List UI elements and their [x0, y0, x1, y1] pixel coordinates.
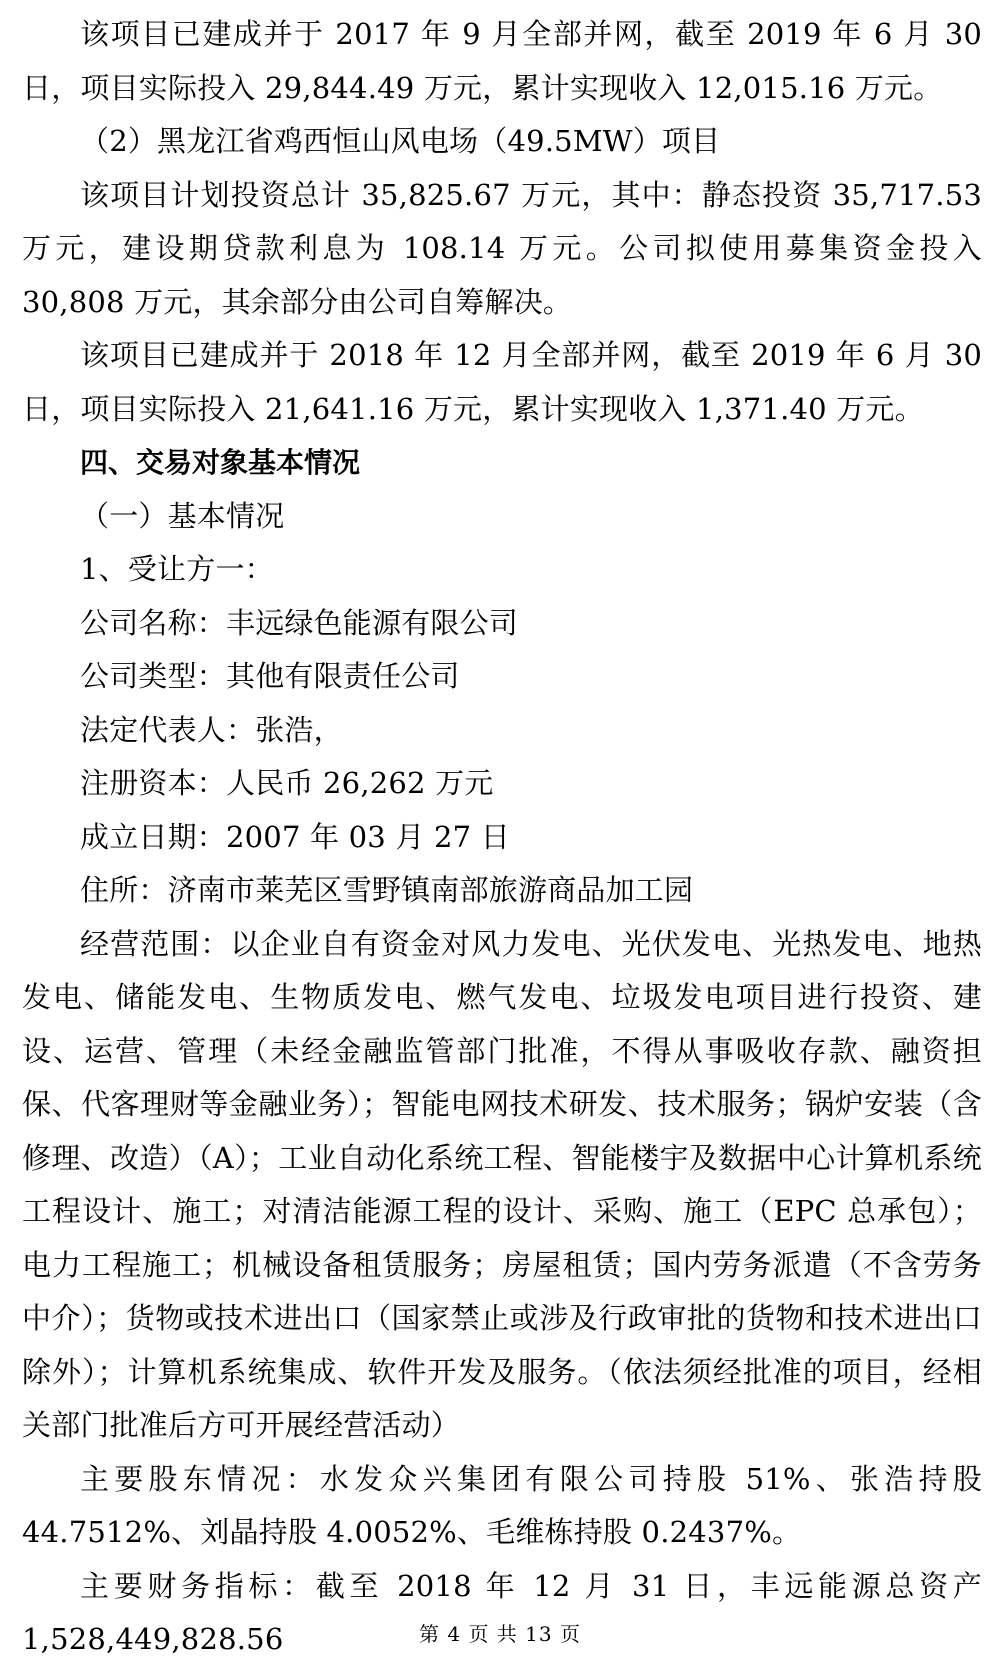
business-scope: 经营范围：以企业自有资金对风力发电、光伏发电、光热发电、地热发电、储能发电、生物质发电、燃气发电、垃圾发电项目进行投资、建设、运营、管理（未经金融监管部门批准，不得从事吸收存款、融资担保、代客理财等金融业务）；智能电网技术研发、技术服务；锅炉安装（含修理、改造）（A）；工业自动化系统工程、智能楼宇及数据中心计算机系统工程设计、施工；对清洁能源工程的设计、采购、施工（EPC 总承包）；电力工程施工；机械设备租赁服务；房屋租赁；国内劳务派遣（不含劳务中介）；货物或技术进出口（国家禁止或涉及行政审批的货物和技术进出口除外）；计算机系统集成、软件开发及服务。（依法须经批准的项目，经相关部门批准后方可开展经营活动） [22, 926, 982, 1442]
shareholders: 主要股东情况：水发众兴集团有限公司持股 51%、张浩持股 44.7512%、刘晶持股 4.0052%、毛维栋持股 0.2437%。 [22, 1461, 982, 1549]
paragraph: 该项目已建成并于 2017 年 9 月全部并网，截至 2019 年 6 月 30 日，项目实际投入 29,844.49 万元，累计实现收入 12,015.16 万元。 [22, 17, 982, 105]
paragraph: 该项目计划投资总计 35,825.67 万元，其中：静态投资 35,717.53 万元，建设期贷款利息为 108.14 万元。公司拟使用募集资金投入 30,808 万元，其余部分由公司自筹解决。 [22, 177, 982, 319]
list-item: 1、受让方一： [80, 552, 274, 586]
subsection-title: （2）黑龙江省鸡西恒山风电场（49.5MW）项目 [80, 124, 721, 158]
subsection-title: （一）基本情况 [80, 498, 285, 533]
address: 住所：济南市莱芜区雪野镇南部旅游商品加工园 [80, 873, 694, 907]
company-type: 公司类型：其他有限责任公司 [80, 659, 460, 693]
section-heading: 四、交易对象基本情况 [80, 446, 361, 479]
establishment-date: 成立日期：2007 年 03 月 27 日 [80, 819, 510, 854]
document-page [22, 8, 982, 1667]
page-footer: 第 4 页 共 13 页 [419, 1622, 581, 1646]
company-name: 公司名称：丰远绿色能源有限公司 [80, 605, 519, 640]
registered-capital: 注册资本：人民币 26,262 万元 [80, 766, 494, 800]
financial-indicators: 主要财务指标：截至 2018 年 12 月 31 日，丰远能源总资产 1,528,449,828.56 [22, 1568, 982, 1656]
legal-representative: 法定代表人：张浩， [80, 712, 343, 747]
paragraph: 该项目已建成并于 2018 年 12 月全部并网，截至 2019 年 6 月 30 日，项目实际投入 21,641.16 万元，累计实现收入 1,371.40 万元。 [22, 338, 982, 426]
